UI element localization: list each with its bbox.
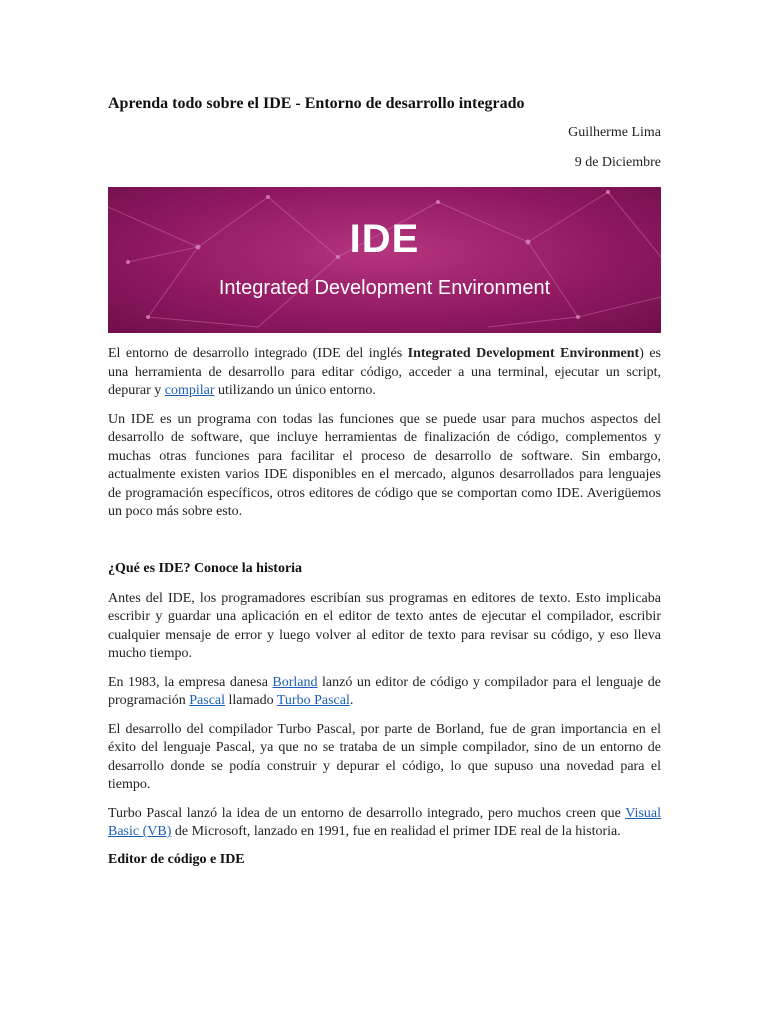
section-heading-history: ¿Qué es IDE? Conoce la historia	[108, 560, 303, 576]
banner-subtitle: Integrated Development Environment	[218, 277, 551, 299]
link-compilar[interactable]: compilar	[164, 383, 215, 398]
intro-paragraph-2: Un IDE es un programa con todas las funciones que se puede usar para muchos aspectos del desarrollo de software, que incluye herramientas de finalización de código, complementos y muchas otras funciones para facilitar el proceso de desarrollo de software. Sin embargo, actualmente existen varios IDE disponibles en el mercado, algunos desarrollados para lenguajes de programación específicos, otros editores de código que se comportan como IDE. Averigüemos un poco más sobre esto.	[108, 411, 661, 519]
intro-paragraph-1: El entorno de desarrollo integrado (IDE del inglés Integrated Development Environment) es una herramienta de desarrollo para editar código, acceder a una terminal, ejecutar un script, depurar y compilar utilizando un único entorno.	[108, 346, 662, 398]
article-author: Guilherme Lima	[568, 125, 661, 140]
link-turbo-pascal[interactable]: Turbo Pascal	[276, 693, 350, 708]
link-borland[interactable]: Borland	[272, 674, 318, 690]
article-date: 9 de Diciembre	[574, 155, 661, 170]
term-bold: Integrated Development Environment	[407, 346, 640, 361]
document-page	[108, 94, 661, 869]
history-paragraph-4: Turbo Pascal lanzó la idea de un entorno de desarrollo integrado, pero muchos creen que Visual Basic (VB) de Microsoft, lanzado en 1991, fue en realidad el primer IDE real de la historia.	[108, 805, 661, 839]
history-paragraph-2: En 1983, la empresa danesa Borland lanzó un editor de código y compilador para el lenguaje de programación Pascal llamado Turbo Pascal.	[108, 674, 661, 708]
banner-title: IDE	[349, 217, 420, 261]
section-heading-editor: Editor de código e IDE	[108, 851, 245, 867]
article-title: Aprenda todo sobre el IDE - Entorno de desarrollo integrado	[108, 95, 525, 112]
history-paragraph-1: Antes del IDE, los programadores escribían sus programas en editores de texto. Esto implicaba escribir y guardar una aplicación en el editor de texto antes de ejecutar el compilador, escribir cualquier mensaje de error y luego volver al editor de texto para revisar su código, y eso lleva mucho tiempo.	[108, 590, 661, 661]
link-pascal[interactable]: Pascal	[189, 693, 226, 708]
ide-banner-image	[108, 187, 661, 333]
link-visual-basic[interactable]: Visual Basic (VB)	[108, 805, 661, 839]
history-paragraph-3: El desarrollo del compilador Turbo Pascal, por parte de Borland, fue de gran importancia en el éxito del lenguaje Pascal, ya que no se trataba de un simple compilador, sino de un entorno de desarrollo donde se podía construir y depurar el código, lo que supuso una novedad para el tiempo.	[108, 721, 661, 792]
